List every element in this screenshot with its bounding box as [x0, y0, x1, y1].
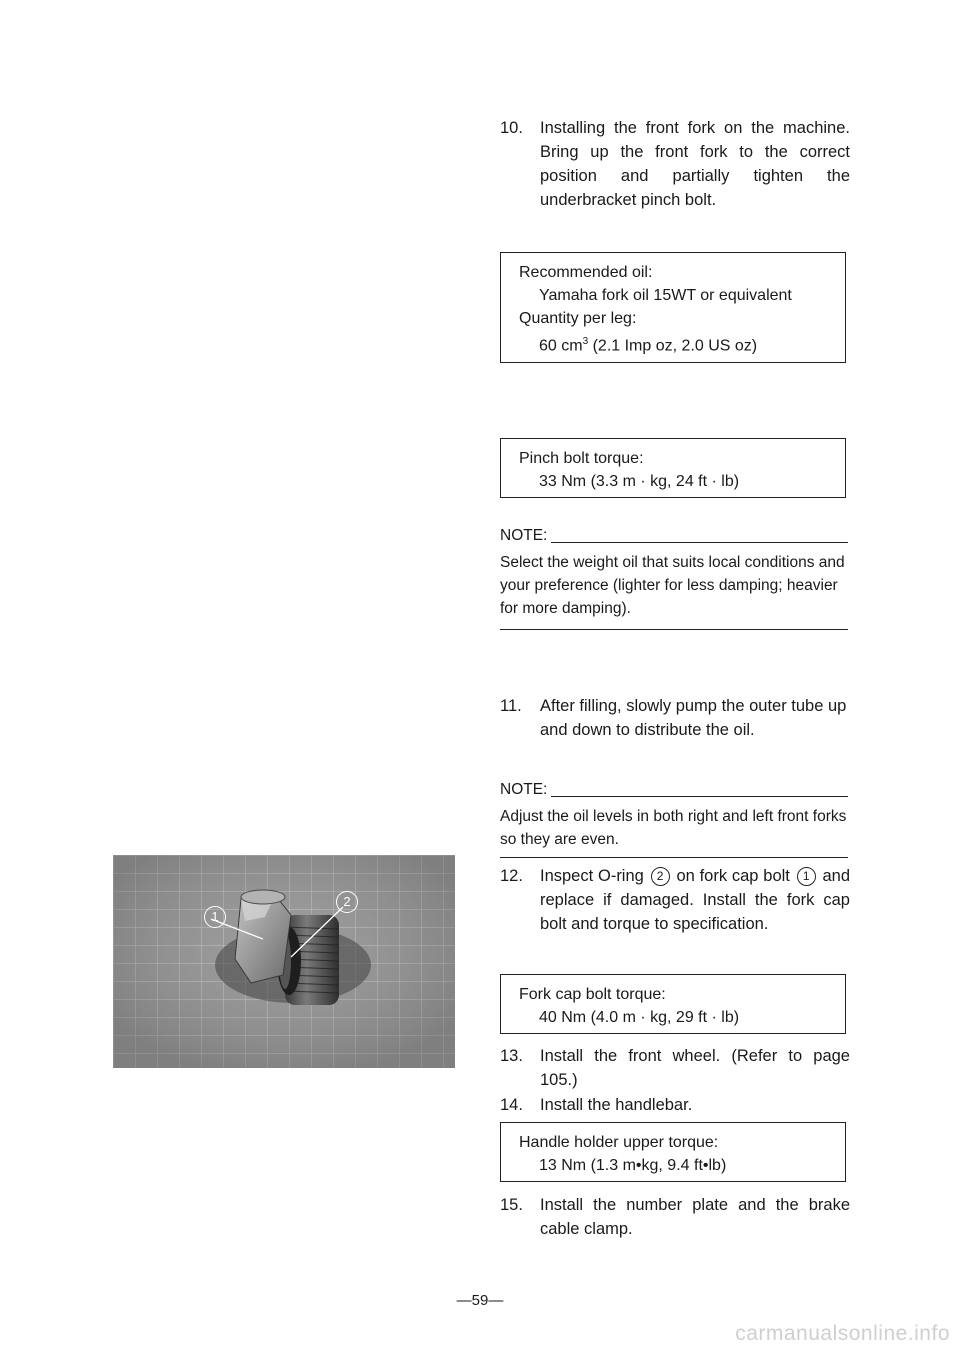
oil-value: Yamaha fork oil 15WT or equivalent [539, 287, 792, 304]
pinch-bolt-label: Pinch bolt torque: [519, 450, 644, 467]
step-number: 15. [500, 1196, 523, 1214]
note-rule [551, 796, 848, 797]
step-11 [500, 694, 850, 742]
pinch-bolt-value: 33 Nm (3.3 m · kg, 24 ft · lb) [539, 473, 740, 490]
oil-label: Recommended oil: [519, 264, 653, 281]
fork-cap-label: Fork cap bolt torque: [519, 986, 666, 1003]
step-number: 11. [500, 697, 522, 715]
handle-holder-label: Handle holder upper torque: [519, 1134, 719, 1151]
callout-2-label: 2 [336, 891, 358, 913]
step-text-part: and replace if damaged. Install the fork cap bolt and torque to specification. [540, 867, 850, 933]
quantity-amount: 60 cm [539, 337, 583, 355]
step-text: Install the number plate and the brake cable clamp. [540, 1196, 850, 1238]
handle-holder-torque-box [500, 1122, 846, 1182]
step-number: 14. [500, 1096, 523, 1114]
step-text-part: Inspect O-ring [540, 867, 644, 885]
step-15 [500, 1193, 850, 1241]
fork-cap-value: 40 Nm (4.0 m · kg, 29 ft · lb) [539, 1009, 740, 1026]
watermark: carmanualsonline.info [735, 1322, 950, 1345]
fork-cap-bolt-photo [113, 855, 455, 1068]
quantity-unit-superscript: 3 [582, 336, 589, 347]
note-oil-levels [500, 778, 848, 851]
fork-cap-bolt-illustration [113, 855, 455, 1068]
quantity-conversion: (2.1 Imp oz, 2.0 US oz) [588, 337, 758, 355]
pinch-bolt-torque-box [500, 438, 846, 498]
oil-spec-box [500, 252, 846, 363]
note-text: Adjust the oil levels in both right and left front forks so they are even. [500, 808, 847, 848]
step-text: After filling, slowly pump the outer tube up and down to distribute the oil. [540, 697, 847, 739]
step-text [540, 864, 850, 936]
note-rule [551, 542, 848, 543]
fork-cap-torque-box [500, 974, 846, 1034]
note-heading: NOTE: [500, 781, 548, 798]
step-text-part: on fork cap bolt [676, 867, 790, 885]
page-number: —59— [456, 1292, 504, 1309]
step-13 [500, 1044, 850, 1092]
quantity-label: Quantity per leg: [519, 310, 637, 327]
callout-1-ref: 1 [797, 867, 816, 886]
note-oil-weight [500, 524, 848, 620]
step-number: 10. [500, 119, 523, 137]
step-number: 13. [500, 1047, 523, 1065]
step-text: Install the front wheel. (Refer to page 105.) [540, 1047, 850, 1089]
step-14 [500, 1093, 850, 1117]
handle-holder-value: 13 Nm (1.3 m•kg, 9.4 ft•lb) [539, 1157, 727, 1174]
quantity-value [519, 330, 833, 357]
step-text: Install the handlebar. [540, 1096, 693, 1114]
callout-1-label: 1 [204, 906, 226, 928]
step-number: 12. [500, 867, 523, 885]
note-text: Select the weight oil that suits local conditions and your preference (lighter for less damping; heavier for more damping). [500, 554, 845, 617]
step-10 [500, 116, 850, 212]
note-heading: NOTE: [500, 527, 548, 544]
step-12 [500, 864, 850, 936]
note-end-rule [500, 857, 848, 858]
callout-2-ref: 2 [651, 867, 670, 886]
note-end-rule [500, 629, 848, 630]
step-text: Installing the front fork on the machine. Bring up the front fork to the correct position and partially tighten the underbracket pinch bolt. [540, 119, 850, 209]
